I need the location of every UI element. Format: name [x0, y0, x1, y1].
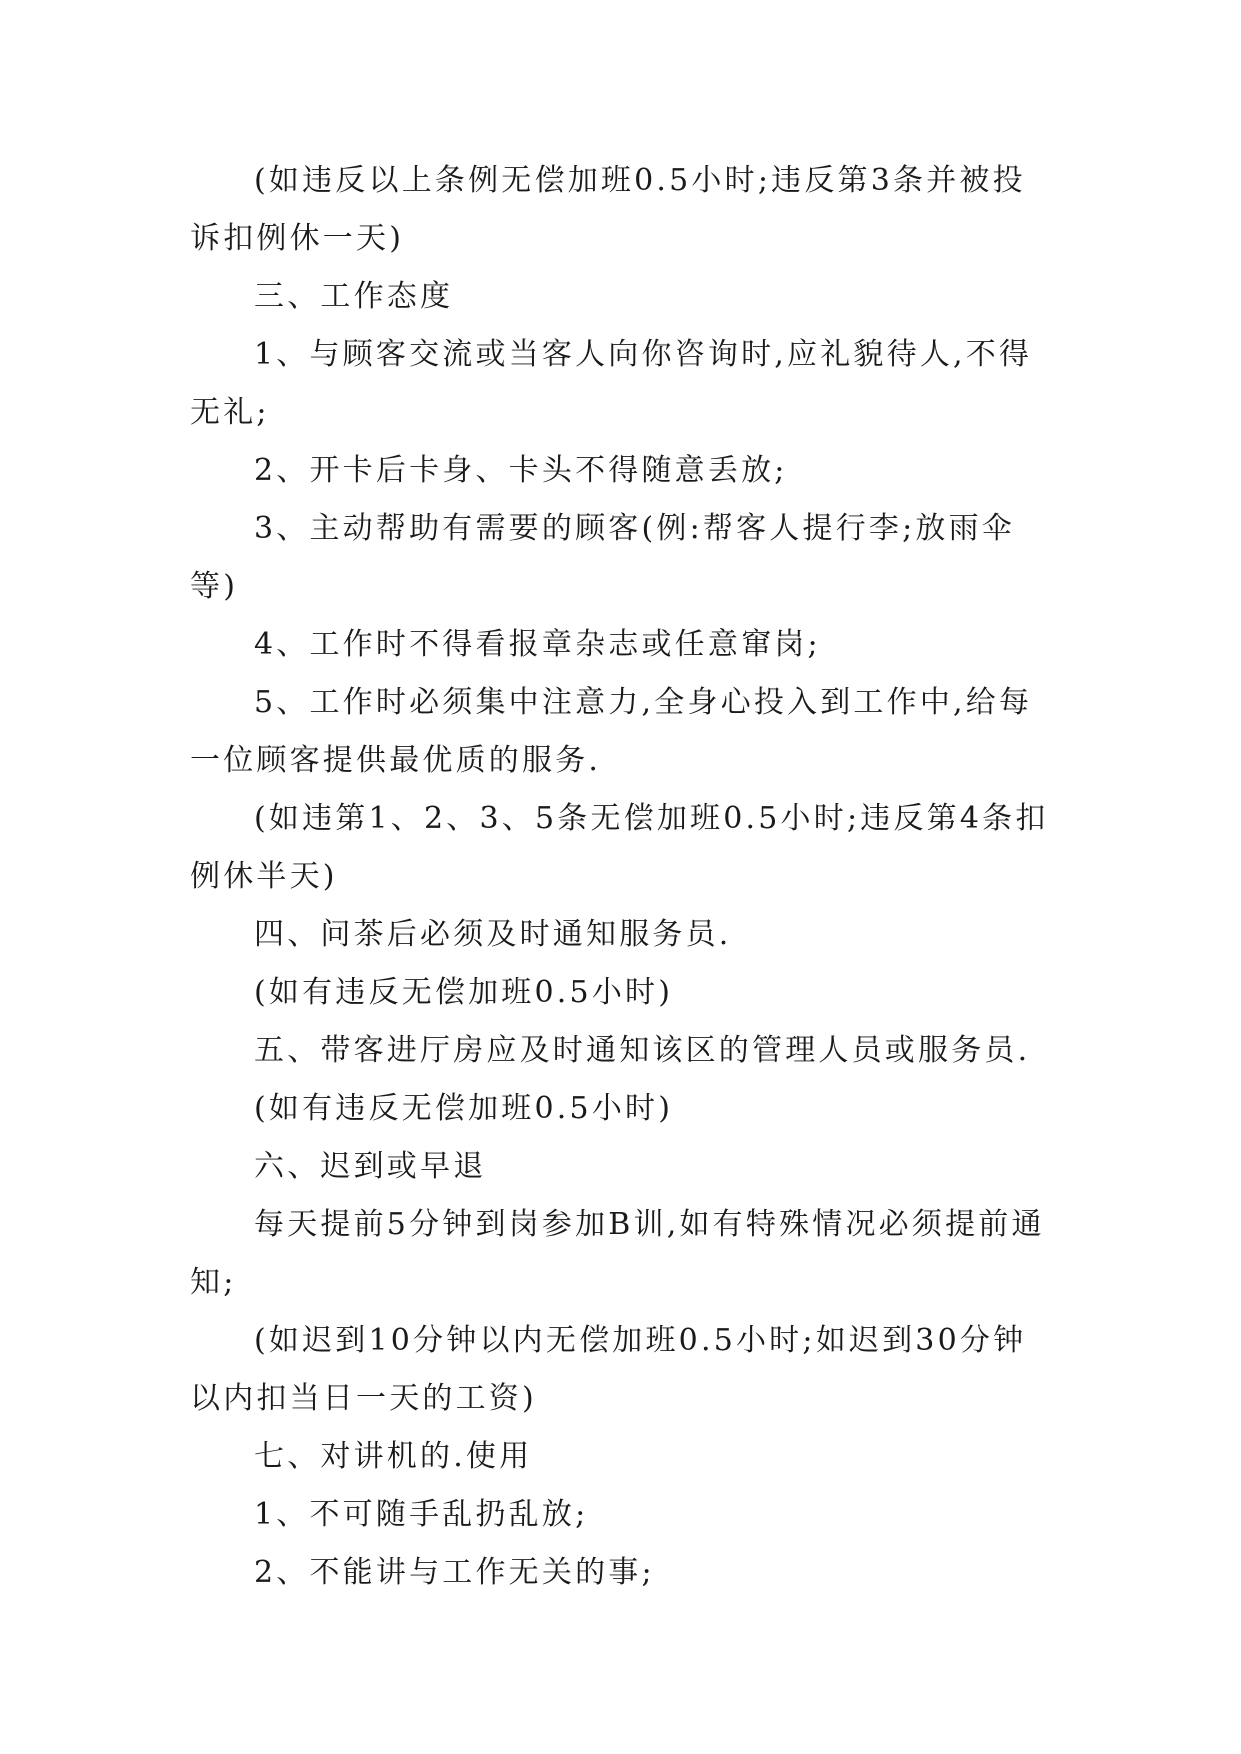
penalty-note-paragraph: (如迟到10分钟以内无偿加班0.5小时;如迟到30分钟以内扣当日一天的工资): [190, 1323, 1027, 1416]
list-item-card-handling: 2、开卡后卡身、卡头不得随意丢放;: [254, 453, 788, 488]
section-heading-work-attitude: 三、工作态度: [254, 279, 454, 314]
document-body: [190, 152, 1052, 1602]
list-item-concentration: 5、工作时必须集中注意力,全身心投入到工作中,给每一位顾客提供最优质的服务.: [190, 685, 1033, 778]
list-item-no-reading: 4、工作时不得看报章杂志或任意窜岗;: [254, 627, 821, 662]
penalty-note-paragraph: (如违反以上条例无偿加班0.5小时;违反第3条并被投诉扣例休一天): [190, 163, 1026, 256]
list-item-no-tossing: 1、不可随手乱扔乱放;: [254, 1497, 589, 1532]
section-heading-walkie-talkie: 七、对讲机的.使用: [254, 1439, 533, 1474]
penalty-note-paragraph: (如有违反无偿加班0.5小时): [254, 1091, 674, 1126]
body-paragraph-arrival: 每天提前5分钟到岗参加B训,如有特殊情况必须提前通知;: [190, 1207, 1045, 1300]
section-heading-tea-notice: 四、问茶后必须及时通知服务员.: [254, 917, 732, 952]
section-heading-escort-guests: 五、带客进厅房应及时通知该区的管理人员或服务员.: [254, 1033, 1031, 1068]
penalty-note-paragraph: (如有违反无偿加班0.5小时): [254, 975, 674, 1010]
list-item-no-unrelated-talk: 2、不能讲与工作无关的事;: [254, 1555, 655, 1590]
list-item-help-customers: 3、主动帮助有需要的顾客(例:帮客人提行李;放雨伞等): [190, 511, 1016, 604]
list-item-courtesy: 1、与顾客交流或当客人向你咨询时,应礼貌待人,不得无礼;: [190, 337, 1033, 430]
penalty-note-paragraph: (如违第1、2、3、5条无偿加班0.5小时;违反第4条扣例休半天): [190, 801, 1049, 894]
section-heading-lateness: 六、迟到或早退: [254, 1149, 487, 1184]
